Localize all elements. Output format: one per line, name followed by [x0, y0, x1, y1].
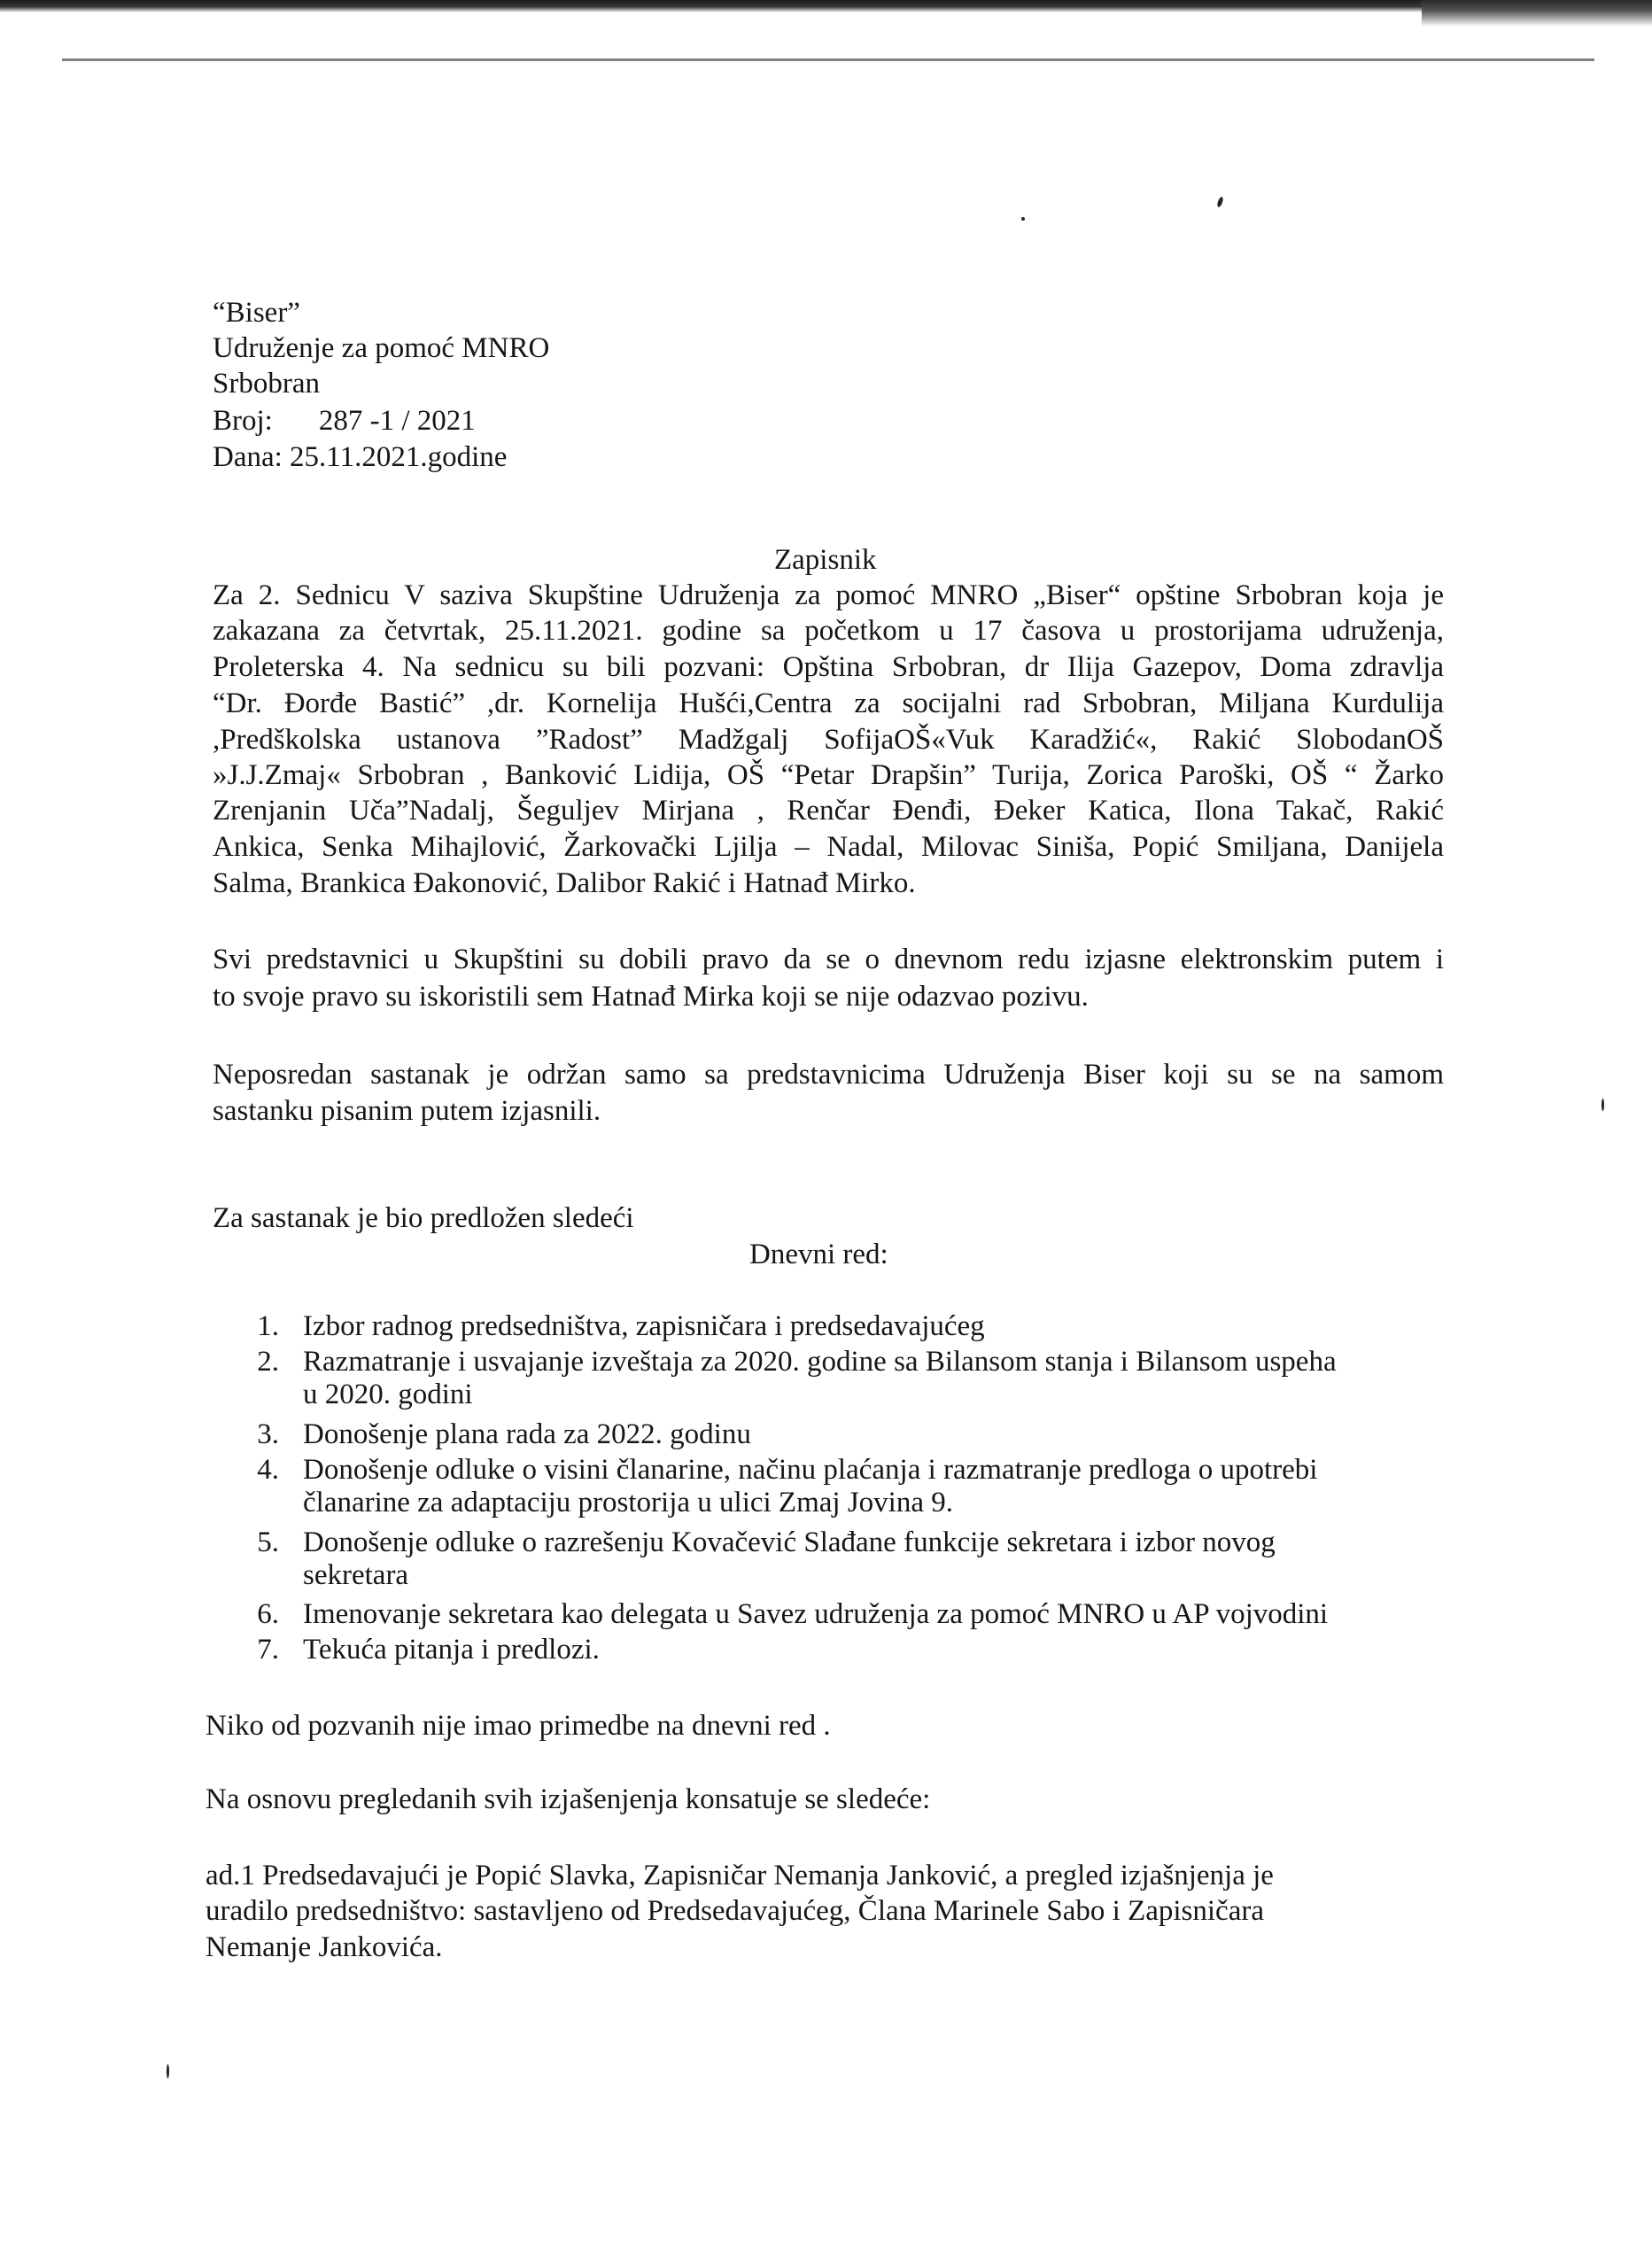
paragraph-line: Za 2. Sednicu V saziva Skupštine Udruženja za pomoć MNRO „Biser“ opštine Srbobran koja je: [213, 579, 1444, 611]
paragraph-line: Salma, Brankica Đakonović, Dalibor Rakić i Hatnađ Mirko.: [213, 867, 916, 899]
paragraph-line: Ankica, Senka Mihajlović, Žarkovački Ljilja – Nadal, Milovac Siniša, Popić Smiljana, Danijela: [213, 831, 1444, 863]
paragraph-line: Neposredan sastanak je održan samo sa predstavnicima Udruženja Biser koji su se na samom: [213, 1059, 1444, 1091]
paragraph-line: ,Predškolska ustanova ”Radost” Madžgalj SofijaOŠ«Vuk Karadžić«, Rakić SlobodanOŠ: [213, 724, 1444, 756]
org-city: Srbobran: [213, 368, 320, 400]
paragraph-line: to svoje pravo su iskoristili sem Hatnađ Mirka koji se nije odazvao pozivu.: [213, 981, 1089, 1013]
agenda-item-number: 5.: [257, 1526, 279, 1558]
agenda-item-text: Imenovanje sekretara kao delegata u Savez udruženja za pomoć MNRO u AP vojvodini: [303, 1598, 1329, 1630]
document-date: Dana: 25.11.2021.godine: [213, 441, 508, 473]
basis-statement: Na osnovu pregledanih svih izjašenjenja konsatuje se sledeće:: [206, 1783, 931, 1815]
agenda-item-text: sekretara: [303, 1559, 409, 1591]
agenda-item-number: 3.: [257, 1418, 279, 1450]
number-label: Broj:: [213, 405, 273, 437]
agenda-title: Dnevni red:: [749, 1239, 888, 1270]
agenda-intro: Za sastanak je bio predložen sledeći: [213, 1202, 634, 1234]
agenda-item-number: 1.: [257, 1310, 279, 1342]
no-objection-statement: Niko od pozvanih nije imao primedbe na dnevni red .: [206, 1710, 831, 1742]
agenda-item-text: Razmatranje i usvajanje izveštaja za 2020. godine sa Bilansom stanja i Bilansom uspeha: [303, 1346, 1337, 1378]
paragraph-line: Zrenjanin Uča”Nadalj, Šeguljev Mirjana , Renčar Đenđi, Đeker Katica, Ilona Takač, Rakić: [213, 795, 1444, 827]
agenda-item-text: Tekuća pitanja i predlozi.: [303, 1634, 600, 1666]
agenda-item-number: 7.: [257, 1634, 279, 1666]
number-value: 287 -1 / 2021: [318, 405, 476, 437]
paragraph-line: zakazana za četvrtak, 25.11.2021. godine sa početkom u 17 časova u prostorijama udruženja,: [213, 615, 1444, 647]
document-title: Zapisnik: [774, 544, 877, 576]
paragraph-line: “Dr. Đorđe Bastić” ,dr. Kornelija Hušći,Centra za socijalni rad Srbobran, Miljana Kurdulija: [213, 687, 1444, 719]
document-number: [213, 403, 476, 439]
agenda-item-text: Izbor radnog predsedništva, zapisničara i predsedavajućeg: [303, 1310, 985, 1342]
agenda-item-number: 4.: [257, 1454, 279, 1486]
paragraph-line: Proleterska 4. Na sednicu su bili pozvani: Opština Srbobran, dr Ilija Gazepov, Doma zdravlja: [213, 651, 1444, 683]
agenda-item-text: Donošenje plana rada za 2022. godinu: [303, 1418, 751, 1450]
agenda-item-number: 2.: [257, 1346, 279, 1378]
paragraph-line: »J.J.Zmaj« Srbobran , Banković Lidija, OŠ “Petar Drapšin” Turija, Zorica Paroški, OŠ “ Žarko: [213, 759, 1444, 791]
agenda-item-number: 6.: [257, 1598, 279, 1630]
org-full-name: Udruženje za pomoć MNRO: [213, 332, 550, 364]
paragraph-line: ad.1 Predsedavajući je Popić Slavka, Zapisničar Nemanja Janković, a pregled izjašnjenja je: [206, 1860, 1274, 1891]
paragraph-line: uradilo predsedništvo: sastavljeno od Predsedavajućeg, Člana Marinele Sabo i Zapisničara: [206, 1895, 1264, 1927]
agenda-item-text: u 2020. godini: [303, 1379, 473, 1410]
agenda-item-text: članarine za adaptaciju prostorija u ulici Zmaj Jovina 9.: [303, 1487, 953, 1518]
agenda-item-text: Donošenje odluke o visini članarine, načinu plaćanja i razmatranje predloga o upotrebi: [303, 1454, 1318, 1486]
org-name: “Biser”: [213, 297, 300, 329]
paragraph-line: Nemanje Jankovića.: [206, 1931, 443, 1963]
paragraph-line: sastanku pisanim putem izjasnili.: [213, 1095, 601, 1127]
agenda-item-text: Donošenje odluke o razrešenju Kovačević Slađane funkcije sekretara i izbor novog: [303, 1526, 1276, 1558]
paragraph-line: Svi predstavnici u Skupštini su dobili pravo da se o dnevnom redu izjasne elektronskim putem i: [213, 944, 1444, 975]
